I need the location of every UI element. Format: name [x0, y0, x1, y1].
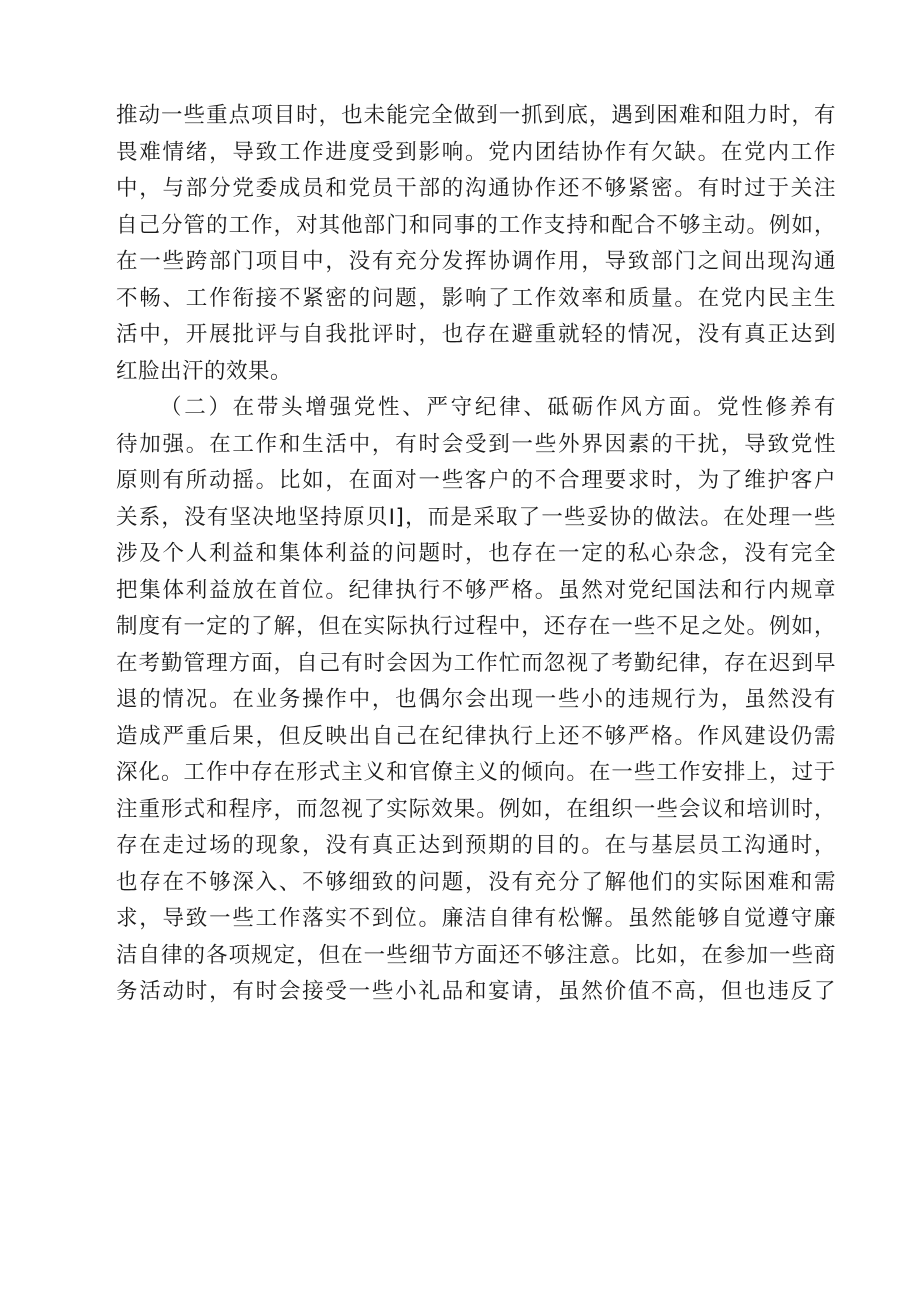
text-line: 洁自律的各项规定，但在一些细节方面还不够注意。比如，在参加一些商 [116, 942, 836, 968]
text-line: 活中，开展批评与自我批评时，也存在避重就轻的情况，没有真正达到 [116, 322, 836, 347]
text-line: 待加强。在工作和生活中，有时会受到一些外界因素的干扰，导致党性 [116, 431, 836, 457]
text-line: 关系，没有坚决地坚持原贝I]，而是采取了一些妥协的做法。在处理一些 [116, 504, 836, 530]
text-line: 在一些跨部门项目中，没有充分发挥协调作用，导致部门之间出现沟通 [116, 249, 836, 274]
text-line: 求，导致一些工作落实不到位。廉洁自律有松懈。虽然能够自觉遵守廉 [116, 906, 836, 931]
text-line: 自己分管的工作，对其他部门和同事的工作支持和配合不够主动。例如， [116, 212, 836, 238]
text-line: 务活动时，有时会接受一些小礼品和宴请，虽然价值不高，但也违反了 [116, 979, 836, 1004]
document-body [116, 98, 836, 1011]
text-line: 存在走过场的现象，没有真正达到预期的目的。在与基层员工沟通时， [116, 833, 836, 858]
text-line: 红脸出汗的效果。 [116, 358, 293, 384]
text-line: 造成严重后果，但反映出自己在纪律执行上还不够严格。作风建设仍需 [116, 723, 836, 749]
text-line: 原则有所动摇。比如，在面对一些客户的不合理要求时，为了维护客户 [116, 468, 836, 493]
text-line: 在考勤管理方面，自己有时会因为工作忙而忽视了考勤纪律，存在迟到早 [116, 650, 836, 676]
text-line: 中，与部分党委成员和党员干部的沟通协作还不够紧密。有时过于关注 [116, 176, 836, 201]
text-line: 注重形式和程序，而忽视了实际效果。例如，在组织一些会议和培训时， [116, 796, 836, 822]
text-line: 推动一些重点项目时，也未能完全做到一抓到底，遇到困难和阻力时，有 [116, 103, 836, 128]
section-heading-line: （二）在带头增强党性、严守纪律、砥砺作风方面。党性修养有 [160, 395, 836, 420]
text-line: 把集体利益放在首位。纪律执行不够严格。虽然对党纪国法和行内规章 [116, 577, 836, 603]
text-line: 深化。工作中存在形式主义和官僚主义的倾向。在一些工作安排上，过于 [116, 760, 836, 785]
text-line: 不畅、工作衔接不紧密的问题，影响了工作效率和质量。在党内民主生 [116, 285, 836, 311]
text-line: 畏难情绪，导致工作进度受到影响。党内团结协作有欠缺。在党内工作 [116, 139, 836, 165]
text-line: 制度有一定的了解，但在实际执行过程中，还存在一些不足之处。例如， [116, 614, 836, 639]
text-line: 退的情况。在业务操作中，也偶尔会出现一些小的违规行为，虽然没有 [116, 687, 836, 712]
text-line: 也存在不够深入、不够细致的问题，没有充分了解他们的实际困难和需 [116, 869, 836, 895]
text-line: 涉及个人利益和集体利益的问题时，也存在一定的私心杂念，没有完全 [116, 541, 836, 566]
